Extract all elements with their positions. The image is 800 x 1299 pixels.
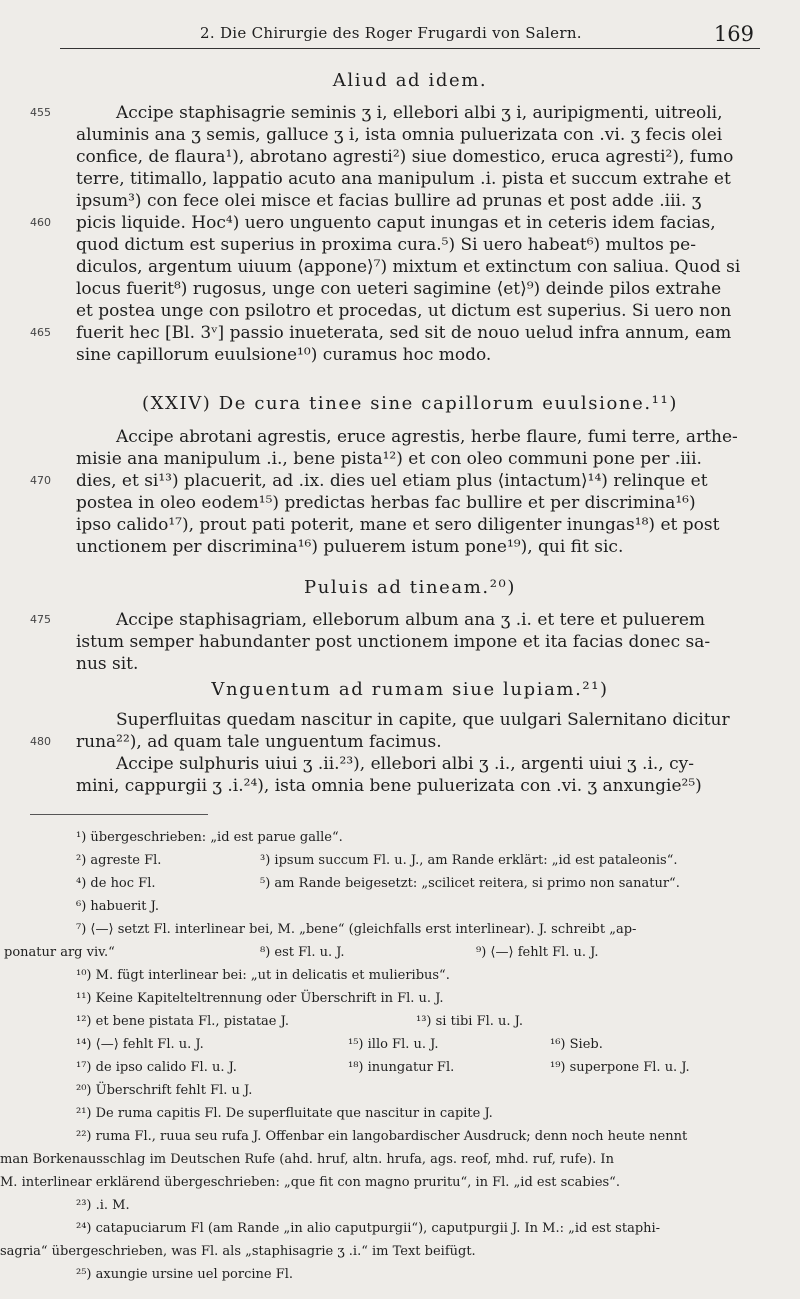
line-text: sine capillorum euulsione¹⁰) curamus hoc modo. [76,345,492,365]
section-heading-vnguentum: Vnguentum ad rumam siue lupiam.²¹) [211,679,609,700]
line-number: 475 [30,613,51,626]
line-text: Accipe staphisagriam, elleborum album ana ʒ .i. et tere et puluerem [116,610,705,630]
footnote: ⁴) de hoc Fl. [76,876,156,891]
line-text: locus fuerit⁸) rugosus, unge con ueteri sagimine ⟨et⟩⁹) deinde pilos extrahe [76,279,722,299]
text-line [76,631,766,653]
footnote: ¹²) et bene pistata Fl., pistatae J. [76,1014,289,1029]
footnote: sagria“ übergeschrieben, was Fl. als „staphisagrie ʒ .i.“ im Text beifügt. [0,1244,476,1259]
text-line [76,775,766,797]
line-text: ipso calido¹⁷), prout pati poterit, mane et sero diligenter inungas¹⁸) et post [76,515,720,535]
footnote: ⁸) est Fl. u. J. [260,945,345,960]
text-line [76,753,766,775]
text-line [30,212,766,234]
footnote-row [76,849,770,872]
section-heading-de-cura-tinee: (XXIV) De cura tinee sine capillorum euulsione.¹¹) [142,393,678,414]
running-head-title: 2. Die Chirurgie des Roger Frugardi von Salern. [200,24,582,42]
footnote: ²³) .i. M. [76,1198,130,1213]
text-line [76,536,766,558]
line-text: dies, et si¹³) placuerit, ad .ix. dies uel etiam plus ⟨intactum⟩¹⁴) relinque et [76,471,708,491]
line-text: Accipe abrotani agrestis, eruce agrestis, herbe flaure, fumi terre, arthe- [116,427,738,447]
section-puluis-text [30,609,766,675]
line-text: picis liquide. Hoc⁴) uero unguento caput inungas et in ceteris idem facias, [76,213,716,233]
footnote: ³) ipsum succum Fl. u. J., am Rande erklärt: „id est pataleonis“. [260,853,678,868]
text-line [76,344,766,366]
footnote: ¹¹) Keine Kapitelteltrennung oder Überschrift in Fl. u. J. [76,991,444,1006]
text-line [76,300,766,322]
footnotes [0,826,770,1286]
footnote: ⁶) habuerit J. [76,899,159,914]
footnote: ¹⁶) Sieb. [550,1037,603,1052]
text-line [76,146,766,168]
text-line [76,653,766,675]
footnote: ²¹) De ruma capitis Fl. De superfluitate que nascitur in capite J. [76,1106,493,1121]
line-text: confice, de flaura¹), abrotano agresti²) siue domestico, eruca agresti²), fumo [76,147,734,167]
text-line [76,514,766,536]
section-vnguentum-text [30,709,766,797]
text-line [76,190,766,212]
line-text: quod dictum est superius in proxima cura.⁵) Si uero habeat⁶) multos pe- [76,235,696,255]
line-text: fuerit hec [Bl. 3ᵛ] passio inueterata, sed sit de nouo uelud infra annum, eam [76,323,732,343]
text-line [30,470,766,492]
text-line [30,731,766,753]
text-line [76,124,766,146]
footnote-row [76,872,770,895]
line-text: Accipe sulphuris uiui ʒ .ii.²³), ellebori albi ʒ .i., argenti uiui ʒ .i., cy- [116,754,694,774]
text-line [76,234,766,256]
footnote: ²) agreste Fl. [76,853,162,868]
footnote: ²⁰) Überschrift fehlt Fl. u J. [76,1083,253,1098]
footnote: ¹⁰) M. fügt interlinear bei: „ut in delicatis et mulieribus“. [76,968,450,983]
line-text: Superfluitas quedam nascitur in capite, que uulgari Salernitano dicitur [116,710,730,730]
page-number: 169 [713,22,754,46]
footnote: ⁹) ⟨—⟩ fehlt Fl. u. J. [476,945,599,960]
line-number: 460 [30,216,51,229]
footnote: ¹) übergeschrieben: „id est parue galle“. [76,830,343,845]
footnote: ⁷) ⟨—⟩ setzt Fl. interlinear bei, M. „bene“ (gleichfalls erst interlinear). J. schreibt „ap- [76,922,637,937]
text-line [76,278,766,300]
line-text: ipsum³) con fece olei misce et facias bullire ad prunas et post adde .iii. ʒ [76,191,702,211]
line-number: 455 [30,106,51,119]
line-text: mini, cappurgii ʒ .i.²⁴), ista omnia bene puluerizata con .vi. ʒ anxungie²⁵) [76,776,702,796]
text-line [76,492,766,514]
text-line [76,709,766,731]
line-text: diculos, argentum uiuum ⟨appone⟩⁷) mixtum et extinctum con saliua. Quod si [76,257,741,277]
line-text: et postea unge con psilotro et procedas, ut dictum est superius. Si uero non [76,301,732,321]
text-line [76,426,766,448]
line-text: Accipe staphisagrie seminis ʒ i, ellebori albi ʒ i, auripigmenti, uitreoli, [116,103,723,123]
footnote-row [76,1033,770,1056]
footnote-row [4,941,770,964]
line-text: terre, titimallo, lappatio acuto ana manipulum .i. pista et succum extrahe et [76,169,731,189]
line-text: nus sit. [76,654,139,674]
footnote-separator [30,814,208,815]
line-text: istum semper habundanter post unctionem impone et ita facias donec sa- [76,632,711,652]
footnote: ²²) ruma Fl., ruua seu rufa J. Offenbar ein langobardischer Ausdruck; denn noch heute nennt [76,1129,688,1144]
text-line [30,609,766,631]
line-number: 470 [30,474,51,487]
footnote: ¹³) si tibi Fl. u. J. [416,1014,523,1029]
footnote: M. interlinear erklärend übergeschrieben: „que fit con magno pruritu“, in Fl. „id est scabies“. [0,1175,620,1190]
line-number: 480 [30,735,51,748]
footnote: ¹⁹) superpone Fl. u. J. [550,1060,690,1075]
section-heading-aliud: Aliud ad idem. [332,70,488,91]
footnote: ²⁵) axungie ursine uel porcine Fl. [76,1267,294,1282]
footnote: ⁵) am Rande beigesetzt: „scilicet reitera, si primo non sanatur“. [260,876,680,891]
footnote: ¹⁵) illo Fl. u. J. [348,1037,439,1052]
footnote: ponatur arg viv.“ [4,945,115,960]
text-line [76,168,766,190]
footnote: ²⁴) catapuciarum Fl (am Rande „in alio caputpurgii“), caputpurgii J. In M.: „id est staphi- [76,1221,661,1236]
text-line [76,448,766,470]
footnote: ¹⁷) de ipso calido Fl. u. J. [76,1060,237,1075]
footnote-row [76,1010,770,1033]
text-line [30,322,766,344]
line-text: runa²²), ad quam tale unguentum facimus. [76,732,442,752]
footnote-row [76,1056,770,1079]
line-number: 465 [30,326,51,339]
text-line [76,256,766,278]
running-head [60,18,760,49]
section-de-cura-tinee-text [30,426,766,558]
line-text: unctionem per discrimina¹⁶) puluerem istum pone¹⁹), qui fit sic. [76,537,624,557]
section-heading-puluis: Puluis ad tineam.²⁰) [304,577,516,598]
section-aliud-text [30,102,766,366]
footnote: ¹⁴) ⟨—⟩ fehlt Fl. u. J. [76,1037,204,1052]
footnote: ¹⁸) inungatur Fl. [348,1060,455,1075]
text-line [30,102,766,124]
line-text: misie ana manipulum .i., bene pista¹²) et con oleo communi pone per .iii. [76,449,702,469]
line-text: postea in oleo eodem¹⁵) predictas herbas fac bullire et per discrimina¹⁶) [76,493,696,513]
line-text: aluminis ana ʒ semis, galluce ʒ i, ista omnia puluerizata con .vi. ʒ fecis olei [76,125,723,145]
footnote: man Borkenausschlag im Deutschen Rufe (ahd. hruf, altn. hrufa, ags. reof, mhd. ruf, rufe). In [0,1152,614,1167]
